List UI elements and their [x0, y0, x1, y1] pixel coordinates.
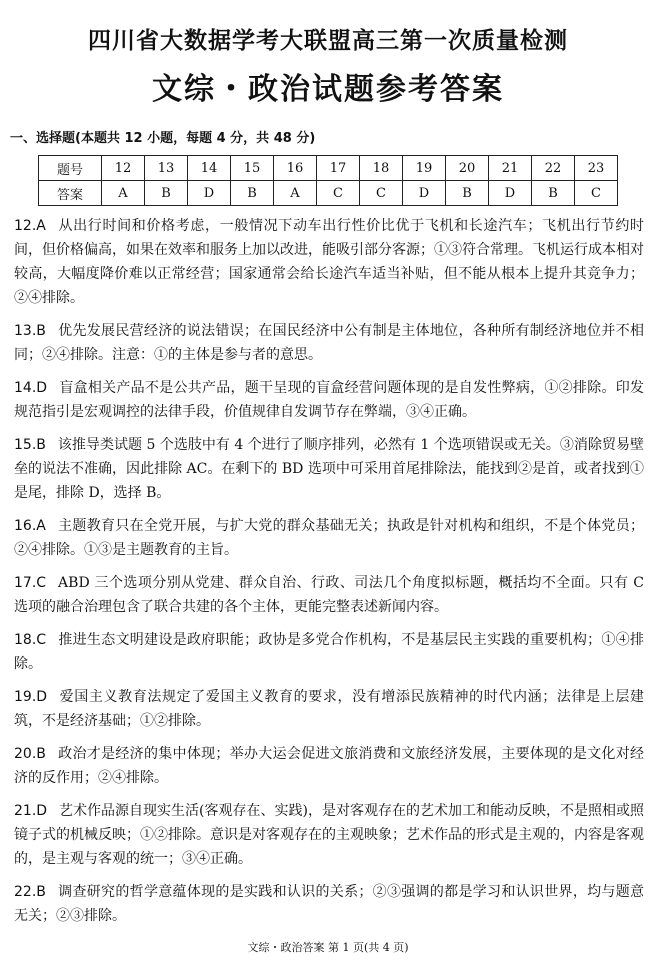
answer-cell: B	[231, 181, 274, 206]
item-text: 爱国主义教育法规定了爱国主义教育的要求，没有增添民族精神的时代内涵；法律是上层建筑，不是经济基础；①②排除。	[14, 689, 644, 729]
page-footer: 文综・政治答案 第 1 页(共 4 页)	[247, 941, 409, 954]
explanation-item	[14, 214, 644, 310]
answer-table	[38, 155, 618, 206]
answer-cell: D	[489, 181, 532, 206]
item-number: 17.	[14, 575, 37, 591]
answer-cell: B	[145, 181, 188, 206]
item-number: 19.	[14, 689, 37, 705]
answer-cell: B	[446, 181, 489, 206]
row-label-number: 题号	[39, 156, 102, 181]
answer-cell: D	[188, 181, 231, 206]
item-answer: C	[36, 632, 47, 648]
item-text: ABD 三个选项分别从党建、群众自治、行政、司法几个角度拟标题，概括均不全面。只有 C 选项的融合治理包含了联合共建的各个主体，更能完整表述新闻内容。	[14, 575, 644, 615]
item-answer: A	[36, 218, 46, 234]
explanation-list	[0, 214, 656, 937]
explanation-item	[14, 514, 644, 562]
explanation-item	[14, 376, 644, 424]
question-number: 20	[446, 156, 489, 181]
item-text: 该推导类试题 5 个选肢中有 4 个进行了顺序排列，必然有 1 个选项错误或无关。③消除贸易壁垒的说法不准确，因此排除 AC。在剩下的 BD 选项中可采用首尾排除法，能找到②是首，或者找到①是尾，排除 D，选择 B。	[14, 437, 644, 501]
item-text: 推进生态文明建设是政府职能；政协是多党合作机构，不是基层民主实践的重要机构；①④排除。	[14, 632, 644, 672]
section-heading: 一、选择题(本题共 12 小题，每题 4 分，共 48 分)	[10, 131, 316, 146]
question-number: 19	[403, 156, 446, 181]
question-number: 17	[317, 156, 360, 181]
exam-title: 四川省大数据学考大联盟高三第一次质量检测	[88, 28, 568, 54]
answer-cell: B	[532, 181, 575, 206]
item-text: 主题教育只在全党开展，与扩大党的群众基础无关；执政是针对机构和组织，不是个体党员；②④排除。①③是主题教育的主旨。	[14, 518, 644, 558]
item-number: 22.	[14, 884, 37, 900]
explanation-item	[14, 742, 644, 790]
item-answer: B	[36, 437, 46, 453]
question-number: 23	[575, 156, 618, 181]
explanation-item	[14, 685, 644, 733]
question-number: 21	[489, 156, 532, 181]
item-number: 12.	[14, 218, 37, 234]
explanation-item	[14, 880, 644, 928]
question-number: 15	[231, 156, 274, 181]
item-number: 15.	[14, 437, 37, 453]
item-answer: D	[36, 689, 48, 705]
item-text: 优先发展民营经济的说法错误；在国民经济中公有制是主体地位，各种所有制经济地位并不相同；②④排除。注意：①的主体是参与者的意思。	[14, 323, 644, 363]
item-answer: B	[36, 746, 46, 762]
document-subtitle: 文综・政治试题参考答案	[152, 72, 504, 107]
item-text: 调查研究的哲学意蕴体现的是实践和认识的关系；②③强调的都是学习和认识世界，均与题意无关；②③排除。	[14, 884, 644, 924]
item-text: 盲盒相关产品不是公共产品，题干呈现的盲盒经营问题体现的是自发性弊病，①②排除。印发规范指引是宏观调控的法律手段，价值规律自发调节存在弊端，③④正确。	[14, 380, 644, 420]
item-answer: B	[36, 884, 46, 900]
question-number: 12	[102, 156, 145, 181]
explanation-item	[14, 571, 644, 619]
item-number: 14.	[14, 380, 37, 396]
item-answer: D	[36, 803, 48, 819]
item-text: 政治才是经济的集中体现；举办大运会促进文旅消费和文旅经济发展，主要体现的是文化对经济的反作用；②④排除。	[14, 746, 644, 786]
question-number: 18	[360, 156, 403, 181]
question-number: 14	[188, 156, 231, 181]
explanation-item	[14, 628, 644, 676]
item-answer: D	[36, 380, 48, 396]
answer-cell: A	[274, 181, 317, 206]
explanation-item	[14, 433, 644, 505]
item-answer: B	[36, 323, 46, 339]
item-number: 20.	[14, 746, 37, 762]
item-number: 16.	[14, 518, 37, 534]
answer-cell: A	[102, 181, 145, 206]
explanation-item	[14, 319, 644, 367]
answer-cell: C	[575, 181, 618, 206]
row-label-answer: 答案	[39, 181, 102, 206]
explanation-item	[14, 799, 644, 871]
answer-row	[39, 181, 618, 206]
answer-cell: C	[317, 181, 360, 206]
item-text: 从出行时间和价格考虑，一般情况下动车出行性价比优于飞机和长途汽车；飞机出行节约时间，但价格偏高，如果在效率和服务上加以改进，能吸引部分客源；①③符合常理。飞机运行成本相对较高，大幅度降价难以正常经营；国家通常会给长途汽车适当补贴，但不能从根本上提升其竞争力；②④排除。	[14, 218, 644, 306]
question-number: 22	[532, 156, 575, 181]
item-text: 艺术作品源自现实生活(客观存在、实践)，是对客观存在的艺术加工和能动反映，不是照相或照镜子式的机械反映；①②排除。意识是对客观存在的主观映象；艺术作品的形式是主观的，内容是客观的，是主观与客观的统一；③④正确。	[14, 803, 644, 867]
question-number-row	[39, 156, 618, 181]
question-number: 16	[274, 156, 317, 181]
item-answer: C	[36, 575, 47, 591]
answer-cell: C	[360, 181, 403, 206]
question-number: 13	[145, 156, 188, 181]
item-number: 21.	[14, 803, 37, 819]
item-answer: A	[36, 518, 46, 534]
item-number: 18.	[14, 632, 37, 648]
answer-cell: D	[403, 181, 446, 206]
item-number: 13.	[14, 323, 37, 339]
